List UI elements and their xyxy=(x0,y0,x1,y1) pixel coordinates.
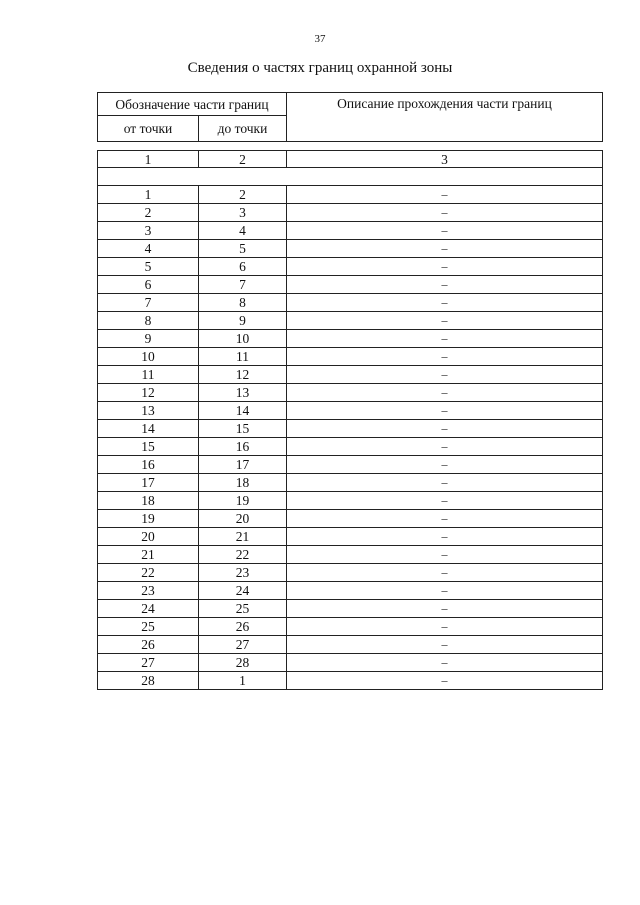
column-number: 1 xyxy=(98,151,199,168)
header-from-point: от точки xyxy=(98,116,199,142)
to-point-cell: 8 xyxy=(199,294,287,312)
table-row xyxy=(98,420,603,438)
to-point-cell: 21 xyxy=(199,528,287,546)
table-blank-row xyxy=(98,168,603,186)
from-point-cell: 26 xyxy=(98,636,199,654)
from-point-cell: 3 xyxy=(98,222,199,240)
from-point-cell: 6 xyxy=(98,276,199,294)
page-number: 37 xyxy=(314,33,326,45)
table-row xyxy=(98,204,603,222)
from-point-cell: 27 xyxy=(98,654,199,672)
description-cell: – xyxy=(287,528,603,546)
description-cell: – xyxy=(287,654,603,672)
to-point-cell: 11 xyxy=(199,348,287,366)
from-point-cell: 19 xyxy=(98,510,199,528)
table-row xyxy=(98,240,603,258)
to-point-cell: 25 xyxy=(199,600,287,618)
to-point-cell: 23 xyxy=(199,564,287,582)
table-header-row xyxy=(98,93,603,116)
table-row xyxy=(98,186,603,204)
table-row xyxy=(98,456,603,474)
description-cell: – xyxy=(287,240,603,258)
from-point-cell: 14 xyxy=(98,420,199,438)
description-cell: – xyxy=(287,546,603,564)
description-cell: – xyxy=(287,204,603,222)
from-point-cell: 25 xyxy=(98,618,199,636)
header-to-point: до точки xyxy=(199,116,287,142)
table-row xyxy=(98,672,603,690)
table-row xyxy=(98,312,603,330)
from-point-cell: 12 xyxy=(98,384,199,402)
from-point-cell: 11 xyxy=(98,366,199,384)
description-cell: – xyxy=(287,438,603,456)
from-point-cell: 8 xyxy=(98,312,199,330)
to-point-cell: 5 xyxy=(199,240,287,258)
table-row xyxy=(98,582,603,600)
from-point-cell: 20 xyxy=(98,528,199,546)
to-point-cell: 28 xyxy=(199,654,287,672)
description-cell: – xyxy=(287,222,603,240)
from-point-cell: 1 xyxy=(98,186,199,204)
table-row xyxy=(98,510,603,528)
description-cell: – xyxy=(287,564,603,582)
from-point-cell: 23 xyxy=(98,582,199,600)
description-cell: – xyxy=(287,276,603,294)
table-row xyxy=(98,618,603,636)
table-row xyxy=(98,222,603,240)
from-point-cell: 10 xyxy=(98,348,199,366)
from-point-cell: 7 xyxy=(98,294,199,312)
description-cell: – xyxy=(287,366,603,384)
to-point-cell: 24 xyxy=(199,582,287,600)
table-row xyxy=(98,438,603,456)
to-point-cell: 1 xyxy=(199,672,287,690)
table-row xyxy=(98,600,603,618)
description-cell: – xyxy=(287,636,603,654)
from-point-cell: 13 xyxy=(98,402,199,420)
description-cell: – xyxy=(287,582,603,600)
from-point-cell: 9 xyxy=(98,330,199,348)
to-point-cell: 13 xyxy=(199,384,287,402)
description-cell: – xyxy=(287,510,603,528)
table-row xyxy=(98,492,603,510)
description-cell: – xyxy=(287,618,603,636)
description-cell: – xyxy=(287,348,603,366)
to-point-cell: 4 xyxy=(199,222,287,240)
to-point-cell: 3 xyxy=(199,204,287,222)
from-point-cell: 17 xyxy=(98,474,199,492)
table-row xyxy=(98,528,603,546)
table-row xyxy=(98,474,603,492)
table-row xyxy=(98,402,603,420)
table-row xyxy=(98,330,603,348)
from-point-cell: 4 xyxy=(98,240,199,258)
description-cell: – xyxy=(287,384,603,402)
to-point-cell: 27 xyxy=(199,636,287,654)
to-point-cell: 14 xyxy=(199,402,287,420)
description-cell: – xyxy=(287,420,603,438)
table-row xyxy=(98,384,603,402)
to-point-cell: 15 xyxy=(199,420,287,438)
from-point-cell: 22 xyxy=(98,564,199,582)
to-point-cell: 19 xyxy=(199,492,287,510)
from-point-cell: 28 xyxy=(98,672,199,690)
boundary-parts-table xyxy=(97,92,603,690)
description-cell: – xyxy=(287,474,603,492)
table-row xyxy=(98,636,603,654)
from-point-cell: 21 xyxy=(98,546,199,564)
description-cell: – xyxy=(287,456,603,474)
page-title: Сведения о частях границ охранной зоны xyxy=(187,60,453,76)
table-row xyxy=(98,294,603,312)
description-cell: – xyxy=(287,258,603,276)
to-point-cell: 17 xyxy=(199,456,287,474)
description-cell: – xyxy=(287,294,603,312)
table-row xyxy=(98,564,603,582)
to-point-cell: 22 xyxy=(199,546,287,564)
from-point-cell: 24 xyxy=(98,600,199,618)
table-row xyxy=(98,366,603,384)
from-point-cell: 15 xyxy=(98,438,199,456)
table-row xyxy=(98,546,603,564)
to-point-cell: 6 xyxy=(199,258,287,276)
to-point-cell: 16 xyxy=(199,438,287,456)
from-point-cell: 16 xyxy=(98,456,199,474)
table-row xyxy=(98,258,603,276)
description-cell: – xyxy=(287,312,603,330)
description-cell: – xyxy=(287,600,603,618)
to-point-cell: 20 xyxy=(199,510,287,528)
table-row xyxy=(98,654,603,672)
to-point-cell: 12 xyxy=(199,366,287,384)
table-spacer-row xyxy=(98,142,603,151)
description-cell: – xyxy=(287,186,603,204)
description-cell: – xyxy=(287,330,603,348)
column-number: 3 xyxy=(287,151,603,168)
to-point-cell: 26 xyxy=(199,618,287,636)
header-description: Описание прохождения части границ xyxy=(287,93,603,142)
description-cell: – xyxy=(287,672,603,690)
to-point-cell: 2 xyxy=(199,186,287,204)
table-row xyxy=(98,348,603,366)
header-boundary-designation: Обозначение части границ xyxy=(98,93,287,116)
description-cell: – xyxy=(287,402,603,420)
to-point-cell: 7 xyxy=(199,276,287,294)
to-point-cell: 18 xyxy=(199,474,287,492)
to-point-cell: 10 xyxy=(199,330,287,348)
column-number-row xyxy=(98,151,603,168)
description-cell: – xyxy=(287,492,603,510)
from-point-cell: 18 xyxy=(98,492,199,510)
from-point-cell: 2 xyxy=(98,204,199,222)
to-point-cell: 9 xyxy=(199,312,287,330)
column-number: 2 xyxy=(199,151,287,168)
from-point-cell: 5 xyxy=(98,258,199,276)
table-row xyxy=(98,276,603,294)
